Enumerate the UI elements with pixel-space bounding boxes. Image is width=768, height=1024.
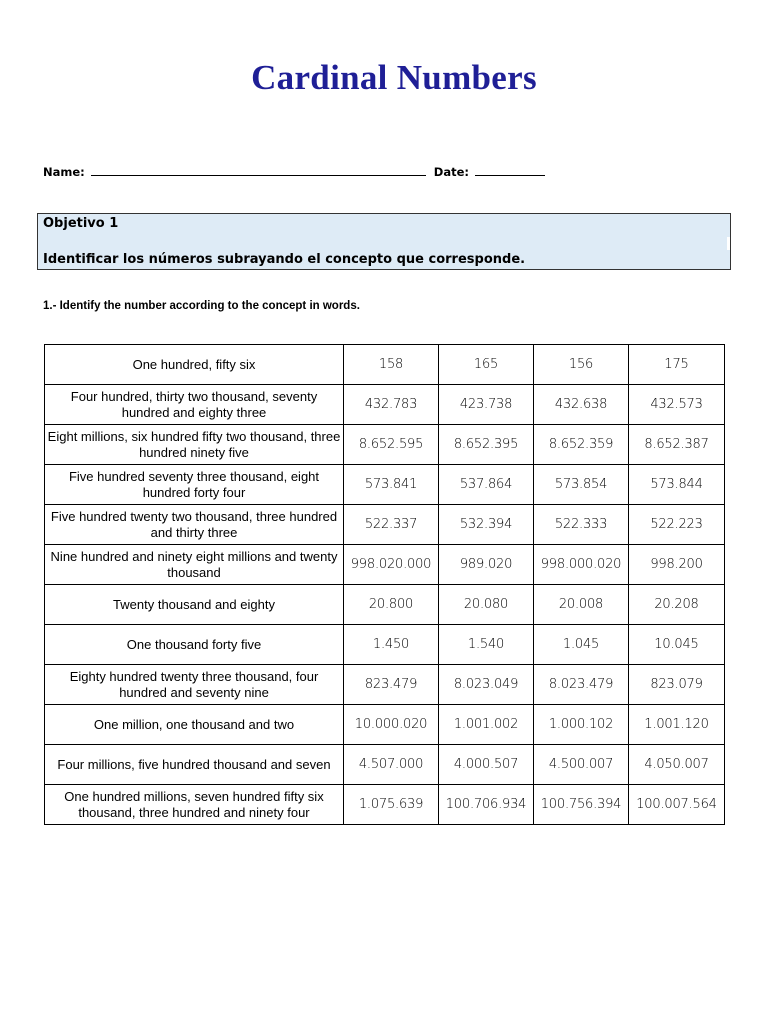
number-option-cell[interactable]: 1.450 bbox=[344, 625, 439, 665]
concept-cell: Four millions, five hundred thousand and seven bbox=[45, 745, 344, 785]
number-option-cell[interactable]: 158 bbox=[344, 345, 439, 385]
number-option-cell[interactable]: 432.638 bbox=[534, 385, 629, 425]
number-option-cell[interactable]: 989.020 bbox=[439, 545, 534, 585]
number-option-cell[interactable]: 4.507.000 bbox=[344, 745, 439, 785]
number-option-cell[interactable]: 10.000.020 bbox=[344, 705, 439, 745]
concept-cell: Four hundred, thirty two thousand, seventy hundred and eighty three bbox=[45, 385, 344, 425]
numbers-table bbox=[44, 344, 725, 825]
number-option-cell[interactable]: 1.000.102 bbox=[534, 705, 629, 745]
concept-cell: Eight millions, six hundred fifty two thousand, three hundred ninety five bbox=[45, 425, 344, 465]
concept-cell: One thousand forty five bbox=[45, 625, 344, 665]
concept-cell: One hundred millions, seven hundred fifty six thousand, three hundred and ninety four bbox=[45, 785, 344, 825]
number-option-cell[interactable]: 20.208 bbox=[629, 585, 725, 625]
number-option-cell[interactable]: 573.844 bbox=[629, 465, 725, 505]
concept-cell: Eighty hundred twenty three thousand, four hundred and seventy nine bbox=[45, 665, 344, 705]
number-option-cell[interactable]: 8.652.395 bbox=[439, 425, 534, 465]
number-option-cell[interactable]: 1.001.120 bbox=[629, 705, 725, 745]
number-option-cell[interactable]: 20.008 bbox=[534, 585, 629, 625]
concept-cell: Five hundred twenty two thousand, three hundred and thirty three bbox=[45, 505, 344, 545]
number-option-cell[interactable]: 522.337 bbox=[344, 505, 439, 545]
number-option-cell[interactable]: 175 bbox=[629, 345, 725, 385]
table-row bbox=[45, 545, 725, 585]
number-option-cell[interactable]: 4.500.007 bbox=[534, 745, 629, 785]
objective-edge-mark bbox=[727, 237, 730, 250]
number-option-cell[interactable]: 522.333 bbox=[534, 505, 629, 545]
concept-cell: Twenty thousand and eighty bbox=[45, 585, 344, 625]
number-option-cell[interactable]: 100.007.564 bbox=[629, 785, 725, 825]
number-option-cell[interactable]: 8.652.387 bbox=[629, 425, 725, 465]
table-row bbox=[45, 585, 725, 625]
table-row bbox=[45, 745, 725, 785]
table-row bbox=[45, 665, 725, 705]
table-row bbox=[45, 425, 725, 465]
objective-description: Identificar los números subrayando el concepto que corresponde. bbox=[43, 252, 526, 267]
number-option-cell[interactable]: 537.864 bbox=[439, 465, 534, 505]
number-option-cell[interactable]: 10.045 bbox=[629, 625, 725, 665]
name-date-row bbox=[43, 164, 545, 179]
number-option-cell[interactable]: 998.000.020 bbox=[534, 545, 629, 585]
number-option-cell[interactable]: 156 bbox=[534, 345, 629, 385]
concept-cell: Nine hundred and ninety eight millions and twenty thousand bbox=[45, 545, 344, 585]
table-row bbox=[45, 705, 725, 745]
number-option-cell[interactable]: 20.800 bbox=[344, 585, 439, 625]
number-option-cell[interactable]: 532.394 bbox=[439, 505, 534, 545]
number-option-cell[interactable]: 100.756.394 bbox=[534, 785, 629, 825]
number-option-cell[interactable]: 432.573 bbox=[629, 385, 725, 425]
question-prompt: 1.- Identify the number according to the concept in words. bbox=[43, 300, 360, 312]
number-option-cell[interactable]: 100.706.934 bbox=[439, 785, 534, 825]
concept-cell: One million, one thousand and two bbox=[45, 705, 344, 745]
name-field[interactable] bbox=[91, 164, 426, 176]
number-option-cell[interactable]: 1.075.639 bbox=[344, 785, 439, 825]
number-option-cell[interactable]: 998.020.000 bbox=[344, 545, 439, 585]
objective-box bbox=[37, 213, 731, 270]
concept-cell: Five hundred seventy three thousand, eight hundred forty four bbox=[45, 465, 344, 505]
table-row bbox=[45, 625, 725, 665]
number-option-cell[interactable]: 8.023.479 bbox=[534, 665, 629, 705]
number-option-cell[interactable]: 8.023.049 bbox=[439, 665, 534, 705]
table-row bbox=[45, 345, 725, 385]
number-option-cell[interactable]: 432.783 bbox=[344, 385, 439, 425]
table-row bbox=[45, 465, 725, 505]
number-option-cell[interactable]: 823.079 bbox=[629, 665, 725, 705]
number-option-cell[interactable]: 573.841 bbox=[344, 465, 439, 505]
number-option-cell[interactable]: 573.854 bbox=[534, 465, 629, 505]
number-option-cell[interactable]: 1.045 bbox=[534, 625, 629, 665]
number-option-cell[interactable]: 1.001.002 bbox=[439, 705, 534, 745]
table-row bbox=[45, 785, 725, 825]
date-label: Date: bbox=[433, 165, 469, 179]
page-title: Cardinal Numbers bbox=[251, 58, 537, 97]
concept-cell: One hundred, fifty six bbox=[45, 345, 344, 385]
number-option-cell[interactable]: 1.540 bbox=[439, 625, 534, 665]
number-option-cell[interactable]: 998.200 bbox=[629, 545, 725, 585]
number-option-cell[interactable]: 20.080 bbox=[439, 585, 534, 625]
number-option-cell[interactable]: 8.652.359 bbox=[534, 425, 629, 465]
objective-title: Objetivo 1 bbox=[43, 216, 119, 231]
name-label: Name: bbox=[43, 165, 85, 179]
number-option-cell[interactable]: 423.738 bbox=[439, 385, 534, 425]
number-option-cell[interactable]: 823.479 bbox=[344, 665, 439, 705]
date-field[interactable] bbox=[475, 164, 545, 176]
table-row bbox=[45, 505, 725, 545]
number-option-cell[interactable]: 4.050.007 bbox=[629, 745, 725, 785]
table-row bbox=[45, 385, 725, 425]
number-option-cell[interactable]: 165 bbox=[439, 345, 534, 385]
number-option-cell[interactable]: 8.652.595 bbox=[344, 425, 439, 465]
number-option-cell[interactable]: 522.223 bbox=[629, 505, 725, 545]
number-option-cell[interactable]: 4.000.507 bbox=[439, 745, 534, 785]
